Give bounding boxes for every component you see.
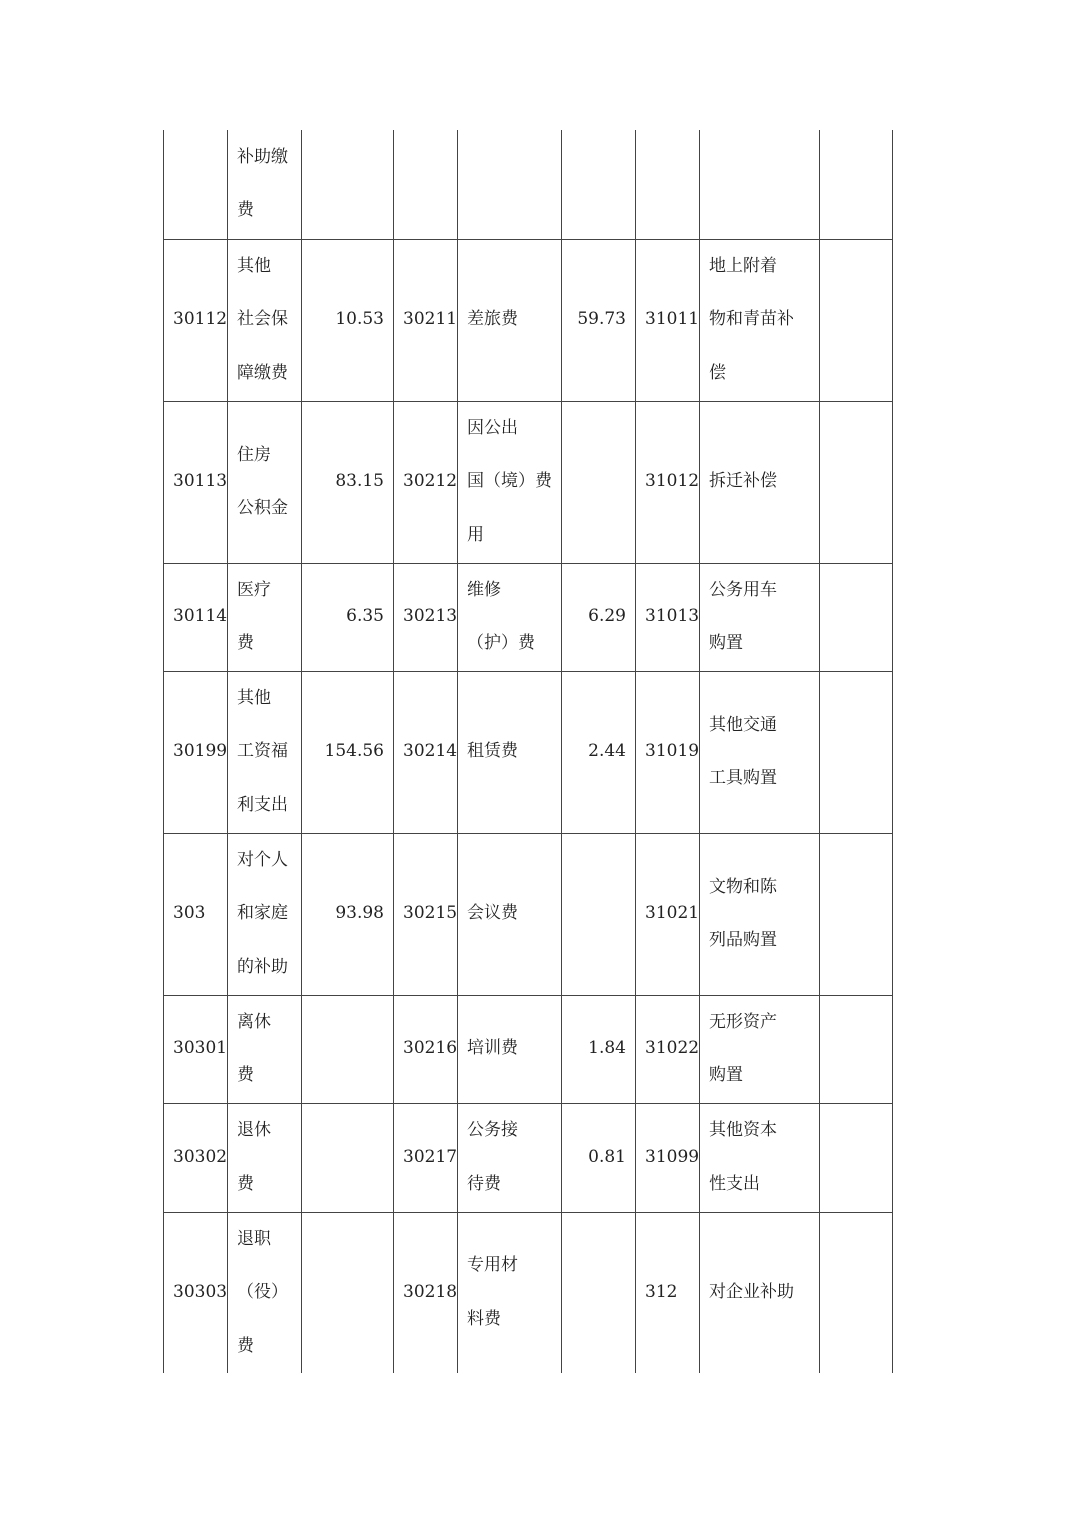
account-code: 30218 <box>403 1282 458 1302</box>
amount: 0.81 <box>588 1146 626 1167</box>
account-code: 30199 <box>173 741 228 762</box>
table-row <box>164 239 893 401</box>
table-row <box>164 833 893 995</box>
amount-cell <box>562 1212 636 1373</box>
account-name-cell <box>458 130 562 239</box>
amount-cell <box>820 239 893 401</box>
account-code-cell <box>394 239 458 401</box>
amount: 10.53 <box>335 309 384 330</box>
amount-cell <box>302 995 394 1103</box>
account-code-cell <box>164 833 228 995</box>
account-code-cell <box>164 401 228 563</box>
account-code: 31012 <box>645 471 700 492</box>
account-name-cell <box>700 130 820 239</box>
account-name-cell <box>458 563 562 671</box>
account-code-cell <box>394 995 458 1103</box>
table-row <box>164 1212 893 1373</box>
account-code: 31019 <box>645 741 700 762</box>
account-code-cell <box>394 401 458 563</box>
amount-cell <box>820 563 893 671</box>
amount-cell <box>562 671 636 833</box>
amount-cell <box>302 1212 394 1373</box>
account-code: 31021 <box>645 903 700 924</box>
account-name: 租赁费 <box>467 741 518 762</box>
amount-cell <box>562 833 636 995</box>
account-name: 拆迁补偿 <box>709 471 777 492</box>
account-code-cell <box>394 1103 458 1212</box>
account-code: 30303 <box>173 1282 228 1302</box>
account-name: 住房 公积金 <box>237 444 288 518</box>
account-name-cell <box>458 1212 562 1373</box>
account-code-cell <box>636 833 700 995</box>
account-name: 其他交通 工具购置 <box>709 714 777 788</box>
account-name: 补助缴 费 <box>237 146 288 221</box>
account-name-cell <box>700 239 820 401</box>
table-row <box>164 1103 893 1212</box>
account-code-cell <box>394 130 458 239</box>
account-code-cell <box>394 1212 458 1373</box>
account-name: 其他资本 性支出 <box>709 1120 777 1194</box>
account-code-cell <box>636 671 700 833</box>
account-name: 医疗 费 <box>237 579 271 653</box>
account-name-cell <box>228 239 302 401</box>
amount-cell <box>562 995 636 1103</box>
account-name-cell <box>700 563 820 671</box>
account-code-cell <box>164 563 228 671</box>
account-code-cell <box>164 995 228 1103</box>
amount-cell <box>302 1103 394 1212</box>
account-code-cell <box>394 833 458 995</box>
account-name: 退职 （役） 费 <box>237 1228 288 1356</box>
account-name: 对企业补助 <box>709 1282 794 1302</box>
table-body <box>164 130 893 1373</box>
amount-cell <box>302 130 394 239</box>
amount-cell <box>562 1103 636 1212</box>
amount-cell <box>562 130 636 239</box>
account-code-cell <box>164 1103 228 1212</box>
account-code: 30217 <box>403 1146 458 1167</box>
account-name-cell <box>700 1103 820 1212</box>
amount-cell <box>820 130 893 239</box>
table-row <box>164 401 893 563</box>
account-name: 会议费 <box>467 903 518 924</box>
account-name: 公务接 待费 <box>467 1120 518 1194</box>
account-code-cell <box>164 1212 228 1373</box>
amount: 6.29 <box>588 606 626 627</box>
account-name-cell <box>700 401 820 563</box>
account-code-cell <box>164 130 228 239</box>
account-name-cell <box>458 671 562 833</box>
account-code-cell <box>636 995 700 1103</box>
account-name: 退休 费 <box>237 1120 271 1194</box>
amount: 59.73 <box>577 309 626 330</box>
account-name-cell <box>228 1212 302 1373</box>
account-code: 31099 <box>645 1146 700 1167</box>
amount-cell <box>820 1212 893 1373</box>
account-name: 因公出 国（境）费 用 <box>467 417 552 545</box>
account-code: 30213 <box>403 606 458 627</box>
account-code: 30215 <box>403 903 458 924</box>
account-name: 其他 工资福 利支出 <box>237 687 288 815</box>
account-code: 30212 <box>403 471 458 492</box>
account-name-cell <box>458 401 562 563</box>
amount: 83.15 <box>335 471 384 492</box>
account-code: 30301 <box>173 1038 228 1059</box>
amount-cell <box>302 671 394 833</box>
account-name: 其他 社会保 障缴费 <box>237 255 288 383</box>
account-name: 专用材 料费 <box>467 1255 518 1329</box>
account-name-cell <box>228 401 302 563</box>
amount-cell <box>302 401 394 563</box>
account-name: 培训费 <box>467 1038 518 1059</box>
account-code: 30113 <box>173 471 228 492</box>
account-name-cell <box>458 833 562 995</box>
table-row <box>164 130 893 239</box>
account-code: 303 <box>173 903 206 924</box>
account-name-cell <box>228 833 302 995</box>
amount: 2.44 <box>588 741 626 762</box>
amount-cell <box>820 401 893 563</box>
account-name-cell <box>700 671 820 833</box>
account-name-cell <box>458 1103 562 1212</box>
amount-cell <box>820 833 893 995</box>
account-name: 离休 费 <box>237 1011 271 1085</box>
account-code-cell <box>636 563 700 671</box>
account-code: 31011 <box>645 309 700 330</box>
account-name-cell <box>228 1103 302 1212</box>
amount-cell <box>302 239 394 401</box>
account-code: 31013 <box>645 606 700 627</box>
account-name-cell <box>458 995 562 1103</box>
account-code-cell <box>636 1212 700 1373</box>
account-name-cell <box>700 1212 820 1373</box>
budget-table <box>163 130 893 1373</box>
account-name-cell <box>700 833 820 995</box>
amount-cell <box>562 563 636 671</box>
account-code: 30211 <box>403 309 458 330</box>
account-code-cell <box>394 671 458 833</box>
account-name-cell <box>700 995 820 1103</box>
account-name: 差旅费 <box>467 309 518 330</box>
amount: 1.84 <box>588 1038 626 1059</box>
amount-cell <box>562 239 636 401</box>
amount-cell <box>302 563 394 671</box>
amount-cell <box>820 671 893 833</box>
table-row <box>164 563 893 671</box>
account-code-cell <box>636 239 700 401</box>
account-name: 地上附着 物和青苗补 偿 <box>709 255 794 383</box>
account-code-cell <box>164 239 228 401</box>
account-name: 无形资产 购置 <box>709 1011 777 1085</box>
amount: 6.35 <box>346 606 384 627</box>
amount-cell <box>820 995 893 1103</box>
account-name: 维修 （护）费 <box>467 579 535 653</box>
account-code-cell <box>636 401 700 563</box>
account-code: 30216 <box>403 1038 458 1059</box>
table-row <box>164 671 893 833</box>
account-name-cell <box>228 563 302 671</box>
account-code: 31022 <box>645 1038 700 1059</box>
amount: 93.98 <box>335 903 384 924</box>
account-code: 30114 <box>173 606 228 627</box>
account-name-cell <box>228 671 302 833</box>
amount-cell <box>562 401 636 563</box>
account-code-cell <box>164 671 228 833</box>
account-name-cell <box>458 239 562 401</box>
account-name-cell <box>228 130 302 239</box>
account-code-cell <box>636 1103 700 1212</box>
table-row <box>164 995 893 1103</box>
account-code: 30112 <box>173 309 228 330</box>
account-code: 30214 <box>403 741 458 762</box>
account-code: 30302 <box>173 1146 228 1167</box>
account-name-cell <box>228 995 302 1103</box>
amount-cell <box>302 833 394 995</box>
account-code-cell <box>636 130 700 239</box>
account-code-cell <box>394 563 458 671</box>
account-code: 312 <box>645 1282 678 1302</box>
account-name: 对个人 和家庭 的补助 <box>237 849 288 977</box>
account-name: 文物和陈 列品购置 <box>709 876 777 950</box>
amount: 154.56 <box>324 741 384 762</box>
amount-cell <box>820 1103 893 1212</box>
account-name: 公务用车 购置 <box>709 579 777 653</box>
